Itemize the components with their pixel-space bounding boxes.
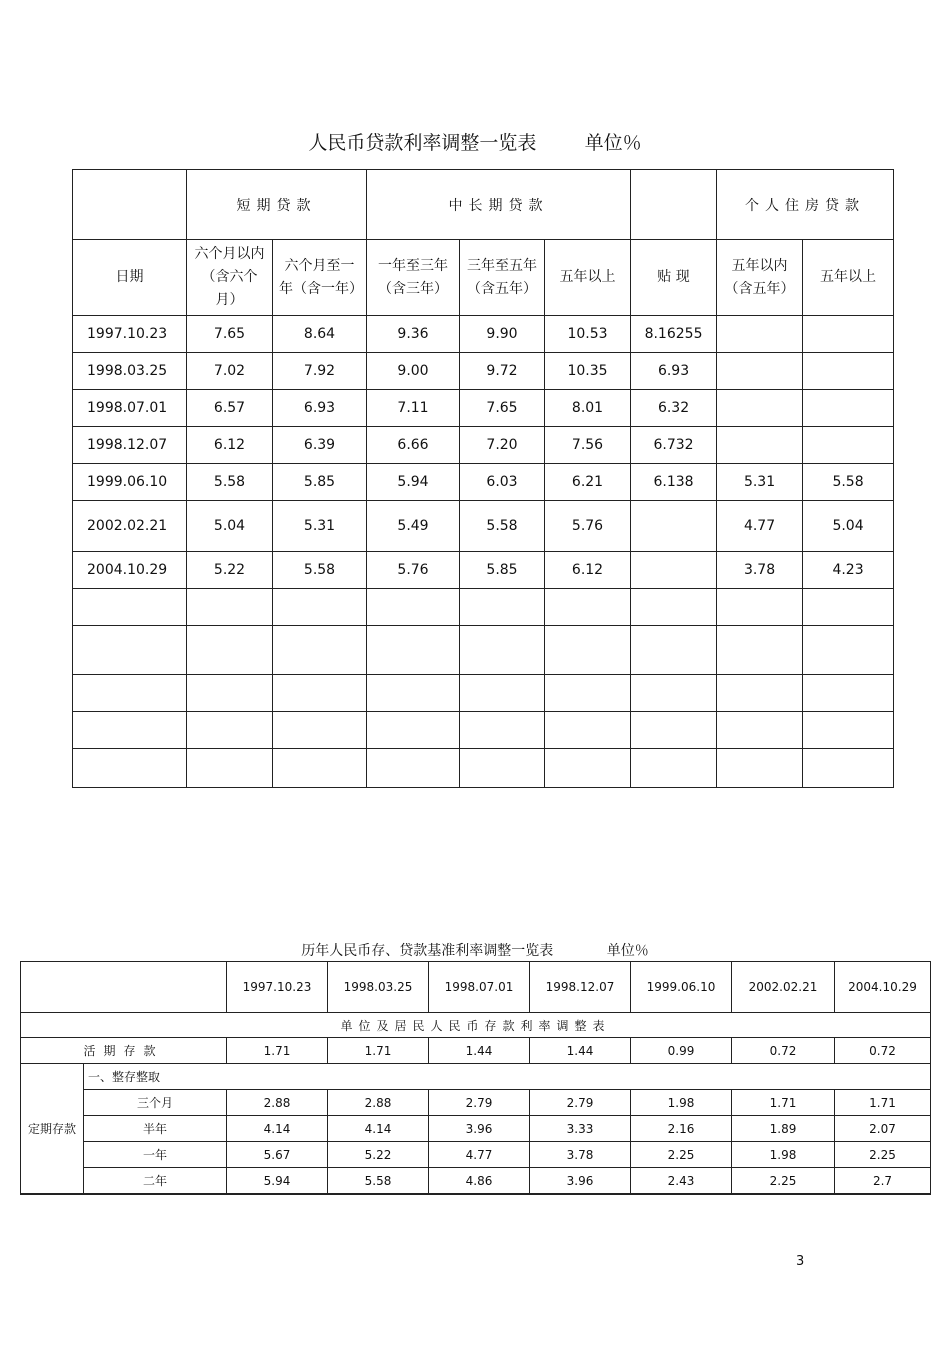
rate-cell: 5.58 [460, 501, 545, 552]
rate-cell [803, 712, 894, 749]
rate-cell [367, 589, 460, 626]
row-label-term: 三个月 [84, 1090, 227, 1116]
rate-cell: 2.07 [835, 1116, 931, 1142]
row-label-term: 一年 [84, 1142, 227, 1168]
rate-cell [187, 626, 273, 675]
rate-cell [273, 589, 367, 626]
table-row [73, 626, 894, 675]
rate-cell: 4.14 [328, 1116, 429, 1142]
rate-cell [631, 749, 717, 788]
rate-cell: 7.92 [273, 353, 367, 390]
rate-cell: 3.78 [530, 1142, 631, 1168]
rate-cell: 3.78 [717, 552, 803, 589]
row-date-cell: 1998.07.01 [73, 390, 187, 427]
loan-rate-table [72, 169, 894, 788]
rate-cell [545, 749, 631, 788]
column-header-date: 日期 [73, 240, 187, 316]
rate-cell [803, 589, 894, 626]
table-row [73, 464, 894, 501]
rate-cell: 1.71 [227, 1038, 328, 1064]
rate-cell: 1.71 [328, 1038, 429, 1064]
rate-cell: 7.11 [367, 390, 460, 427]
rate-cell [273, 712, 367, 749]
rate-cell: 4.23 [803, 552, 894, 589]
row-date-cell: 2002.02.21 [73, 501, 187, 552]
column-header-1y-to-3y: 一年至三年（含三年） [367, 240, 460, 316]
group-header-short-term: 短期贷款 [187, 170, 367, 240]
rate-cell: 5.94 [227, 1168, 328, 1195]
rate-cell [717, 353, 803, 390]
row-date-cell [73, 626, 187, 675]
header-blank-cell [21, 962, 227, 1013]
rate-cell: 5.58 [803, 464, 894, 501]
rate-cell: 5.85 [460, 552, 545, 589]
rate-cell: 5.04 [187, 501, 273, 552]
rate-cell: 0.99 [631, 1038, 732, 1064]
rate-cell: 1.71 [732, 1090, 835, 1116]
table-row [73, 675, 894, 712]
row-date-cell [73, 749, 187, 788]
rate-cell: 7.65 [460, 390, 545, 427]
group-header-mid-long-term: 中长期贷款 [367, 170, 631, 240]
rate-cell [803, 749, 894, 788]
rate-cell [460, 712, 545, 749]
rate-cell [187, 749, 273, 788]
rate-cell: 5.58 [328, 1168, 429, 1195]
rate-cell: 6.732 [631, 427, 717, 464]
rate-cell [631, 626, 717, 675]
column-header-housing-over-5y: 五年以上 [803, 240, 894, 316]
column-header-date: 1997.10.23 [227, 962, 328, 1013]
row-date-cell: 1999.06.10 [73, 464, 187, 501]
rate-cell [631, 675, 717, 712]
rate-cell: 5.58 [187, 464, 273, 501]
rate-cell: 5.94 [367, 464, 460, 501]
rate-cell: 5.31 [273, 501, 367, 552]
rate-cell: 5.85 [273, 464, 367, 501]
row-date-cell: 1998.12.07 [73, 427, 187, 464]
row-label-term: 半年 [84, 1116, 227, 1142]
rate-cell [187, 589, 273, 626]
rate-cell [717, 427, 803, 464]
row-label-term: 二年 [84, 1168, 227, 1195]
table-row [73, 316, 894, 353]
rate-cell: 1.44 [429, 1038, 530, 1064]
rate-cell [717, 675, 803, 712]
rate-cell: 6.32 [631, 390, 717, 427]
rate-cell [631, 712, 717, 749]
rate-cell [803, 353, 894, 390]
rate-cell [367, 712, 460, 749]
rate-cell: 4.77 [717, 501, 803, 552]
table-row [73, 589, 894, 626]
rate-cell [545, 626, 631, 675]
rate-cell: 2.16 [631, 1116, 732, 1142]
rate-cell [545, 675, 631, 712]
rate-cell: 10.35 [545, 353, 631, 390]
rate-cell: 9.36 [367, 316, 460, 353]
row-date-cell: 1998.03.25 [73, 353, 187, 390]
row-date-cell: 1997.10.23 [73, 316, 187, 353]
rate-cell: 0.72 [732, 1038, 835, 1064]
rate-cell: 9.72 [460, 353, 545, 390]
rate-cell [717, 626, 803, 675]
rate-cell [460, 626, 545, 675]
rate-cell: 8.01 [545, 390, 631, 427]
rate-cell [803, 427, 894, 464]
rate-cell [545, 589, 631, 626]
header-blank-cell [631, 170, 717, 240]
header-blank-cell [73, 170, 187, 240]
rate-cell [460, 675, 545, 712]
deposit-table-title: 历年人民币存、贷款基准利率调整一览表 单位％ [301, 943, 649, 959]
row-date-cell [73, 589, 187, 626]
rate-cell: 5.49 [367, 501, 460, 552]
rate-cell [717, 316, 803, 353]
rate-cell: 2.79 [429, 1090, 530, 1116]
table-row [21, 1142, 931, 1168]
rate-cell [273, 626, 367, 675]
table-row [73, 353, 894, 390]
rate-cell [367, 626, 460, 675]
row-date-cell [73, 712, 187, 749]
table-row [21, 1116, 931, 1142]
group-header-personal-housing: 个人住房贷款 [717, 170, 894, 240]
loan-table-title: 人民币贷款利率调整一览表 单位％ [308, 132, 642, 154]
rate-cell [803, 626, 894, 675]
rate-cell: 7.65 [187, 316, 273, 353]
rate-cell: 5.31 [717, 464, 803, 501]
rate-cell: 6.03 [460, 464, 545, 501]
rate-cell: 1.44 [530, 1038, 631, 1064]
rate-cell: 10.53 [545, 316, 631, 353]
rate-cell [803, 675, 894, 712]
table-row [73, 552, 894, 589]
column-header-date: 1998.07.01 [429, 962, 530, 1013]
rate-cell: 8.64 [273, 316, 367, 353]
rate-cell: 6.12 [187, 427, 273, 464]
rate-cell: 6.93 [273, 390, 367, 427]
subheading-lump-sum: 一、整存整取 [84, 1064, 931, 1090]
rate-cell: 6.138 [631, 464, 717, 501]
column-header-6m-to-1y: 六个月至一年（含一年） [273, 240, 367, 316]
rate-cell: 2.25 [835, 1142, 931, 1168]
rate-cell: 6.57 [187, 390, 273, 427]
rate-cell: 7.20 [460, 427, 545, 464]
rate-cell [273, 675, 367, 712]
rate-cell: 5.58 [273, 552, 367, 589]
rate-cell: 2.88 [328, 1090, 429, 1116]
column-header-3y-to-5y: 三年至五年（含五年） [460, 240, 545, 316]
table-row [73, 390, 894, 427]
table-row [73, 749, 894, 788]
table-row [73, 427, 894, 464]
rate-cell: 1.71 [835, 1090, 931, 1116]
rate-cell: 7.02 [187, 353, 273, 390]
rate-cell [367, 749, 460, 788]
rate-cell [631, 589, 717, 626]
column-header-within-6m: 六个月以内（含六个月） [187, 240, 273, 316]
rate-cell [460, 589, 545, 626]
deposit-rate-table [20, 961, 931, 1195]
rate-cell: 2.7 [835, 1168, 931, 1195]
rate-cell [460, 749, 545, 788]
rate-cell [717, 749, 803, 788]
rate-cell [273, 749, 367, 788]
rate-cell: 4.86 [429, 1168, 530, 1195]
table-row [21, 1090, 931, 1116]
column-header-date: 1998.12.07 [530, 962, 631, 1013]
rate-cell: 4.77 [429, 1142, 530, 1168]
rate-cell [803, 390, 894, 427]
rate-cell: 5.67 [227, 1142, 328, 1168]
column-header-date: 1999.06.10 [631, 962, 732, 1013]
rate-cell: 5.22 [328, 1142, 429, 1168]
rate-cell: 5.76 [545, 501, 631, 552]
rate-cell: 4.14 [227, 1116, 328, 1142]
rate-cell [545, 712, 631, 749]
rate-cell: 2.88 [227, 1090, 328, 1116]
column-header-housing-within-5y: 五年以内（含五年） [717, 240, 803, 316]
rate-cell: 3.96 [429, 1116, 530, 1142]
rate-cell: 2.79 [530, 1090, 631, 1116]
rate-cell: 3.33 [530, 1116, 631, 1142]
rate-cell: 6.21 [545, 464, 631, 501]
rate-cell: 6.12 [545, 552, 631, 589]
rate-cell: 5.76 [367, 552, 460, 589]
section-header: 单位及居民人民币存款利率调整表 [21, 1013, 931, 1038]
column-header-date: 2002.02.21 [732, 962, 835, 1013]
rate-cell: 8.16255 [631, 316, 717, 353]
table-row [73, 501, 894, 552]
column-header-date: 2004.10.29 [835, 962, 931, 1013]
rate-cell: 1.98 [631, 1090, 732, 1116]
rate-cell: 2.25 [732, 1168, 835, 1195]
page-number: 3 [796, 1254, 805, 1269]
rate-cell: 1.89 [732, 1116, 835, 1142]
row-group-label-time-deposit: 定期存款 [21, 1064, 84, 1195]
rate-cell [717, 712, 803, 749]
column-header-date: 1998.03.25 [328, 962, 429, 1013]
rate-cell: 7.56 [545, 427, 631, 464]
rate-cell: 1.98 [732, 1142, 835, 1168]
row-label-demand-deposit: 活期存款 [21, 1038, 227, 1064]
rate-cell [631, 501, 717, 552]
rate-cell: 6.66 [367, 427, 460, 464]
rate-cell [717, 589, 803, 626]
rate-cell: 2.25 [631, 1142, 732, 1168]
rate-cell [187, 712, 273, 749]
column-header-discount: 贴 现 [631, 240, 717, 316]
rate-cell [717, 390, 803, 427]
row-date-cell: 2004.10.29 [73, 552, 187, 589]
rate-cell: 6.93 [631, 353, 717, 390]
rate-cell [367, 675, 460, 712]
table-row [73, 712, 894, 749]
rate-cell: 6.39 [273, 427, 367, 464]
table-row [21, 1168, 931, 1195]
rate-cell [631, 552, 717, 589]
rate-cell: 9.90 [460, 316, 545, 353]
rate-cell: 2.43 [631, 1168, 732, 1195]
rate-cell: 3.96 [530, 1168, 631, 1195]
rate-cell [803, 316, 894, 353]
rate-cell: 5.04 [803, 501, 894, 552]
rate-cell: 5.22 [187, 552, 273, 589]
row-date-cell [73, 675, 187, 712]
column-header-over-5y: 五年以上 [545, 240, 631, 316]
loan-table-body [73, 316, 894, 788]
rate-cell: 9.00 [367, 353, 460, 390]
rate-cell [187, 675, 273, 712]
rate-cell: 0.72 [835, 1038, 931, 1064]
